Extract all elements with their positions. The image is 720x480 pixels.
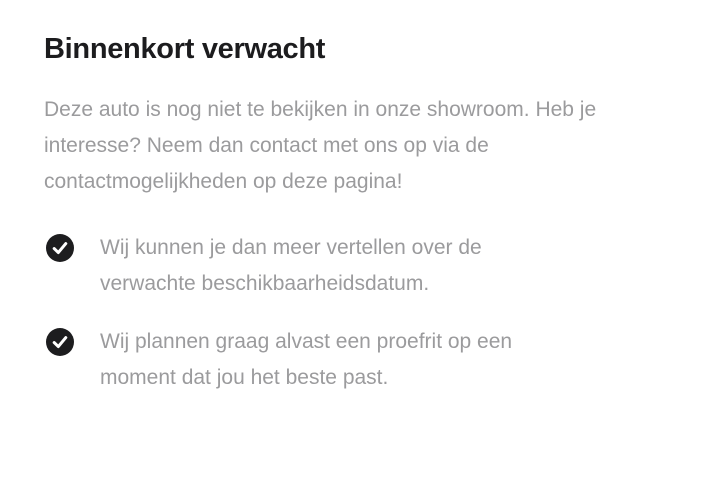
list-item-text: Wij kunnen je dan meer vertellen over de verwachte beschikbaarheidsdatum. (100, 236, 482, 295)
page-title: Binnenkort verwacht (44, 33, 326, 65)
list-item-text: Wij plannen graag alvast een proefrit op een moment dat jou het beste past. (100, 330, 513, 389)
check-circle-icon (46, 234, 74, 262)
list-item (44, 324, 676, 396)
check-circle-icon (46, 328, 74, 356)
list-item (44, 230, 676, 302)
intro-text: Deze auto is nog niet te bekijken in onze showroom. Heb je interesse? Neem dan contact met ons op via de contactmogelijkheden op deze pagina! (44, 98, 597, 193)
benefit-list (44, 230, 676, 396)
